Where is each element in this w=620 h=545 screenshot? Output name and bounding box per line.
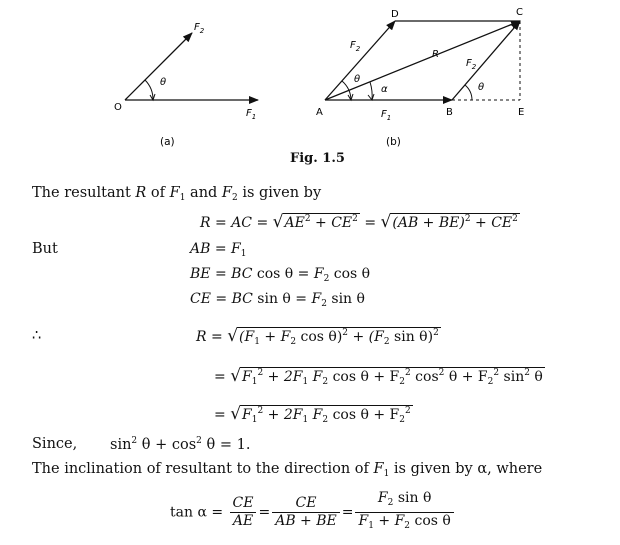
label-b: B [446,107,453,118]
label-f2-b-right: $F_2$ [466,58,477,71]
figure-a [114,22,258,148]
identity-sin-cos: $\sin^2 \theta + \cos^2 \theta = 1$. [110,436,251,453]
fraction-ce-ab-be: $\frac{CE}{AB + BE}$ [272,495,340,530]
caption-a: (a) [160,136,175,148]
fraction-f2sin-f1f2cos: $\frac{F_2 \sin \theta}{F_1 + F_2 \cos \theta}$ [355,490,453,535]
equation-6: = $√F_1^2 + 2F_1$ $F_2$ $\cos \theta + F_2^2$ $\cos^2 \theta + F_2^2$ $\sin^2 \theta$ [214,366,543,387]
paragraph-resultant: The resultant R of $F_1$ and $F_2$ is given by [32,185,322,203]
equation-3: BE = BC $\cos \theta = F_2$ cos θ [190,266,371,284]
label-f2-a: $F_2$ [194,22,205,35]
equation-5: $R = √(F_1 + F_2$ $\cos \theta)^2 + (F_2$ sin θ)$^2$ [196,326,439,347]
label-f1-a: $F_1$ [246,108,257,121]
label-but: But [32,241,58,257]
label-d: D [391,9,399,20]
label-f1-b: $F_1$ [381,109,392,122]
angle-arc-b-theta-right [465,85,472,100]
figure-b [316,7,524,148]
vector-f2-a [125,33,192,100]
label-f2-b-left: $F_2$ [350,40,361,53]
equation-1: R = AC = $√AE^2 + CE^2 = √(AB + BE)^2 + CE^2$ [200,212,518,232]
label-alpha: α [381,84,388,95]
figure-1-5 [0,0,620,170]
equation-2: AB = $F_1$ [190,241,247,259]
fraction-ce-ae: $\frac{CE}{AE}$ [230,495,257,530]
label-theta-a: θ [160,77,167,88]
label-theta-b-right: θ [478,82,485,93]
equation-4: CE = BC $\sin \theta = F_2$ sin θ [190,291,365,309]
label-since: Since, [32,436,78,452]
vector-resultant [325,21,520,100]
equation-tan-alpha: tan α = $\frac{CE}{AE}$ = $\frac{CE}{AB + BE}$ = $\frac{F_2 \sin \theta}{F_1 + F_2 \cos \theta}$ [170,490,456,535]
equation-7: = $√F_1^2 + 2F_1$ $F_2$ $\cos \theta + F_2^2$ [214,404,411,425]
vector-f2-b-right [452,21,520,100]
figure-title: Fig. 1.5 [290,151,345,166]
angle-arc-a [145,80,153,100]
label-a: A [316,107,323,118]
caption-b: (b) [386,136,401,148]
label-r: R [432,49,439,60]
label-c: C [516,7,523,18]
label-theta-b-left: θ [354,74,361,85]
label-e: E [518,107,525,118]
therefore-symbol: ∴ [32,328,42,344]
paragraph-inclination: The inclination of resultant to the direction of $F_1$ is given by α, where [32,461,543,479]
label-o: O [114,102,122,113]
